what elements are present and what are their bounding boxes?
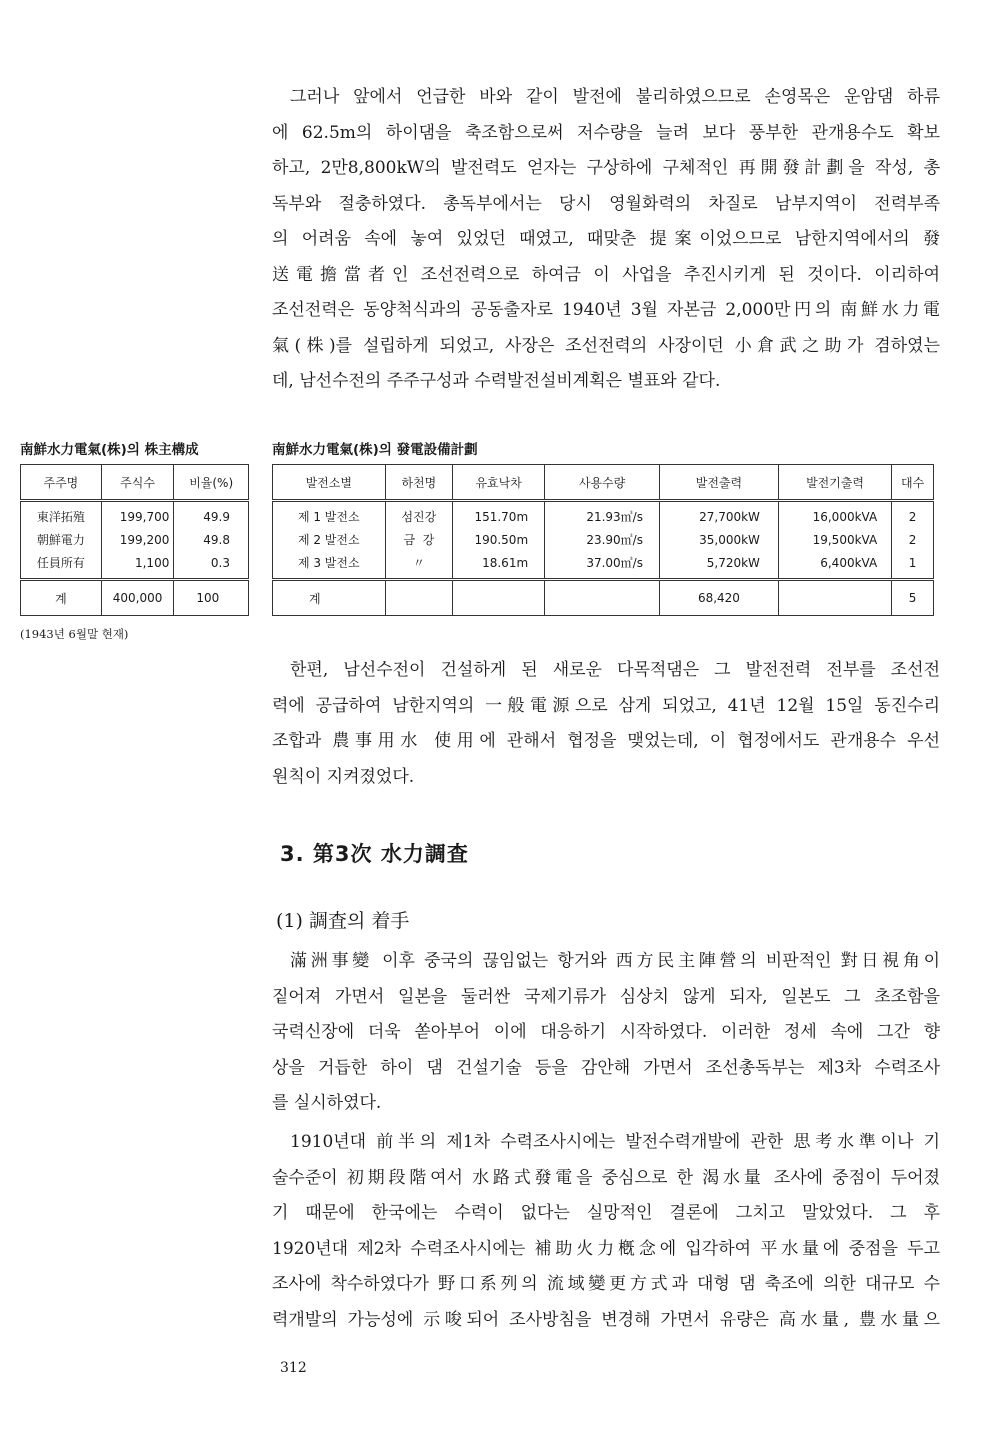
paragraph-line: 력개발의 가능성에 示唆되어 조사방침을 변경해 가면서 유량은 高水量, 豊水量으 [272, 1309, 940, 1330]
paragraph-line: 의 어려움 속에 놓여 있었던 때였고, 때맞춘 提案이었으므로 남한지역에서의 發 [272, 229, 940, 249]
table-cell: 37.00㎥/s [586, 555, 643, 570]
paragraph-line: 조사에 착수하였다가 野口系列의 流域變更方式과 대형 댐 축조에 의한 대규모 수 [272, 1274, 940, 1294]
column-header: 발전기출력 [778, 465, 891, 501]
table-cell: 任員所有 [36, 555, 85, 570]
paragraph-line: 독부와 절충하였다. 총독부에서는 당시 영월화력의 차질로 남부지역이 전력부족 [272, 193, 940, 214]
total-label: 계 [273, 580, 386, 616]
table-cell: 21.93㎥/s [586, 509, 643, 524]
column-header: 비율(%) [174, 465, 249, 501]
section-title: 3. 第3次 水力調査 [280, 842, 469, 866]
paragraph-line: 조선전력은 동양척식과의 공동출자로 1940년 3월 자본금 2,000만円의 南鮮水力電 [272, 300, 940, 320]
table-cell: 제 1 발전소 [297, 509, 360, 524]
shares-cell [101, 501, 174, 580]
paragraph-line: 력에 공급하여 남한지역의 一般電源으로 삼게 되었고, 41년 12월 15일 동진수리 [272, 695, 940, 716]
table-cell: 제 2 발전소 [297, 532, 360, 547]
column-header: 하천명 [385, 465, 453, 501]
table-cell: 151.70m [474, 509, 529, 524]
flow-cell [545, 501, 660, 580]
paragraph-line: 국력신장에 더욱 쏟아부어 이에 대응하기 시작하였다. 이러한 정세 속에 그간 향 [272, 1022, 940, 1042]
column-header: 발전소별 [273, 465, 386, 501]
paragraph-line: 氣(株)를 설립하게 되었고, 사장은 조선전력의 사장이던 小倉武之助가 겸하였는 [272, 335, 940, 356]
table-cell: 제 3 발전소 [297, 555, 360, 570]
paragraph-line: 술수준이 初期段階여서 水路式發電을 중심으로 한 渴水量 조사에 중점이 두어졌 [272, 1167, 940, 1188]
table-cell: 49.9 [203, 509, 230, 524]
column-header: 주주명 [21, 465, 102, 501]
table-cell: 1,100 [134, 555, 170, 570]
paragraph-line: 1910년대 前半의 제1차 수력조사시에는 발전수력개발에 관한 思考水準이나 기 [290, 1132, 940, 1152]
table-cell: 19,500kVA [812, 532, 878, 547]
paragraph-line: 데, 남선수전의 주주구성과 수력발전설비계획은 별표와 같다. [272, 371, 721, 391]
table-cell: 18.61m [482, 555, 529, 570]
table-cell: 199,700 [119, 509, 170, 524]
table-cell: 0.3 [210, 555, 230, 570]
paragraph-line: 조합과 農事用水 使用에 관해서 협정을 맺었는데, 이 협정에서도 관개용수 우선 [272, 731, 940, 751]
table-cell: 2 [908, 509, 917, 524]
total-shares: 400,000 [101, 580, 174, 616]
total-output: 68,420 [659, 580, 778, 616]
table-cell: 190.50m [474, 532, 529, 547]
shareholder-table [20, 464, 249, 616]
plan-table [272, 464, 934, 616]
table-cell: 東洋拓殖 [36, 509, 85, 524]
page-number: 312 [280, 1360, 307, 1376]
table-note: (1943년 6월말 현재) [20, 627, 129, 641]
table-cell: 23.90㎥/s [586, 532, 643, 547]
paragraph-line: 한편, 남선수전이 건설하게 된 새로운 다목적댐은 그 발전전력 전부를 조선전 [290, 660, 940, 680]
paragraph-line: 를 실시하였다. [272, 1093, 382, 1113]
table-cell: 1 [908, 555, 917, 570]
table-cell [453, 580, 545, 616]
units-cell [892, 501, 934, 580]
generator-cell [778, 501, 891, 580]
total-ratio: 100 [174, 580, 249, 616]
column-header: 대수 [892, 465, 934, 501]
column-header: 주식수 [101, 465, 174, 501]
plant-cell [273, 501, 386, 580]
subsection-title: (1) 調査의 着手 [276, 910, 410, 932]
table-cell [385, 580, 453, 616]
paragraph-line: 에 62.5m의 하이댐을 축조함으로써 저수량을 늘려 보다 풍부한 관개용수도 확보 [272, 122, 940, 143]
paragraph-2 [272, 653, 940, 795]
plan-table-caption: 南鮮水力電氣(株)의 發電設備計劃 [272, 442, 478, 458]
paragraph-line: 하고, 2만8,800kW의 발전력도 얻자는 구상하에 구체적인 再開發計劃을 작성, 총 [272, 158, 940, 178]
table-cell: 6,400kVA [820, 555, 878, 570]
table-cell: 27,700kW [699, 509, 760, 524]
ratio-cell [174, 501, 249, 580]
paragraph-line: 그러나 앞에서 언급한 바와 같이 발전에 불리하였으므로 손영목은 운암댐 하류 [290, 87, 940, 107]
paragraph-3 [272, 944, 940, 1122]
table-cell: 〃 [412, 555, 425, 570]
table-cell: 朝鮮電力 [36, 532, 85, 547]
table-cell: 5,720kW [706, 555, 760, 570]
table-cell: 199,200 [119, 532, 170, 547]
column-header: 사용수량 [545, 465, 660, 501]
shareholder-names-cell [21, 501, 102, 580]
paragraph-line: 짙어져 가면서 일본을 둘러싼 국제기류가 심상치 않게 되자, 일본도 그 초조함을 [272, 986, 940, 1007]
shareholder-table-caption: 南鮮水力電氣(株)의 株主構成 [20, 442, 199, 458]
paragraph-line: 送電擔當者인 조선전력으로 하여금 이 사업을 추진시키게 된 것이다. 이리하여 [272, 264, 940, 285]
paragraph-line: 기 때문에 한국에는 수력이 없다는 실망적인 결론에 그치고 말았었다. 그 후 [272, 1203, 940, 1223]
paragraph-line: 상을 거듭한 하이 댐 건설기술 등을 감안해 가면서 조선총독부는 제3차 수력조사 [272, 1057, 940, 1078]
table-cell [545, 580, 660, 616]
table-cell [778, 580, 891, 616]
paragraph-4 [272, 1125, 940, 1338]
river-cell [385, 501, 453, 580]
table-cell: 35,000kW [699, 532, 760, 547]
output-cell [659, 501, 778, 580]
column-header: 유효낙차 [453, 465, 545, 501]
paragraph-1 [272, 80, 940, 400]
table-cell: 금 강 [403, 532, 435, 547]
head-cell [453, 501, 545, 580]
paragraph-line: 滿洲事變 이후 중국의 끊임없는 항거와 西方民主陣營의 비판적인 對日視角이 [290, 951, 940, 971]
total-label: 계 [21, 580, 102, 616]
paragraph-line: 1920년대 제2차 수력조사시에는 補助火力槪念에 입각하여 平水量에 중점을 두고 [272, 1238, 940, 1259]
total-units: 5 [892, 580, 934, 616]
table-cell: 섬진강 [401, 509, 437, 524]
paragraph-line: 원칙이 지켜졌었다. [272, 766, 415, 787]
column-header: 발전출력 [659, 465, 778, 501]
table-cell: 49.8 [203, 532, 230, 547]
table-cell: 16,000kVA [812, 509, 878, 524]
table-cell: 2 [908, 532, 917, 547]
